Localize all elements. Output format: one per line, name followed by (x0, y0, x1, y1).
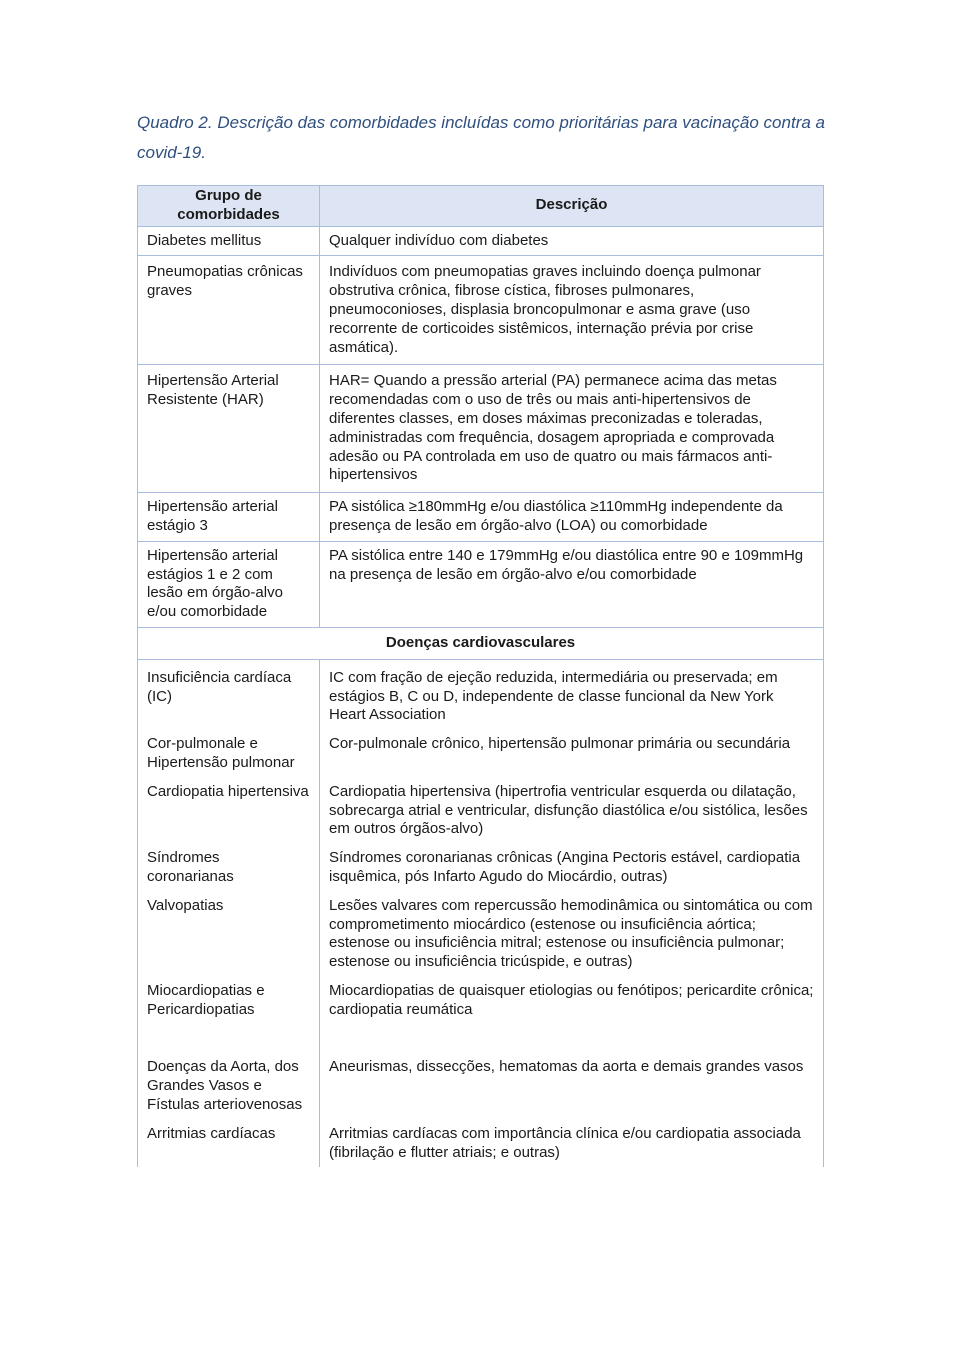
description-cell: Lesões valvares com repercussão hemodinâmica ou sintomática ou com comprometimento miocárdico (estenose ou insuficiência aórtica; estenose ou insuficiência mitral; estenose ou insuficiência pulmonar; estenose ou insuficiência tricúspide, e outras) (320, 892, 824, 977)
group-cell: Doenças da Aorta, dos Grandes Vasos e Fístulas arteriovenosas (138, 1053, 320, 1119)
description-cell: Aneurismas, dissecções, hematomas da aorta e demais grandes vasos (320, 1053, 824, 1119)
table-row (138, 365, 824, 493)
group-cell: Hipertensão Arterial Resistente (HAR) (138, 365, 320, 493)
description-cell: Cor-pulmonale crônico, hipertensão pulmonar primária ou secundária (320, 730, 824, 778)
group-cell: Diabetes mellitus (138, 226, 320, 256)
table-row (138, 778, 824, 844)
description-cell: Síndromes coronarianas crônicas (Angina Pectoris estável, cardiopatia isquêmica, pós Infarto Agudo do Miocárdio, outras) (320, 844, 824, 892)
group-cell: Hipertensão arterial estágios 1 e 2 com lesão em órgão-alvo e/ou comorbidade (138, 541, 320, 627)
table-row (138, 226, 824, 256)
table-row (138, 892, 824, 977)
table-row (138, 1120, 824, 1168)
group-cell: Insuficiência cardíaca (IC) (138, 659, 320, 730)
section-title: Doenças cardiovasculares (138, 627, 824, 659)
group-cell: Valvopatias (138, 892, 320, 977)
table-row (138, 1053, 824, 1119)
table-row (138, 730, 824, 778)
table-caption: Quadro 2. Descrição das comorbidades incluídas como prioritárias para vacinação contra a covid-19. (137, 113, 825, 162)
header-group: Grupo de comorbidades (138, 186, 320, 227)
description-cell: Qualquer indivíduo com diabetes (320, 226, 824, 256)
table-row (138, 659, 824, 730)
description-cell: HAR= Quando a pressão arterial (PA) permanece acima das metas recomendadas com o uso de três ou mais anti-hipertensivos de diferentes classes, em doses máximas preconizadas e toleradas, administradas com frequência, dosagem apropriada e comprovada adesão ou PA controlada em uso de quatro ou mais fármacos anti-hipertensivos (320, 365, 824, 493)
description-cell: Arritmias cardíacas com importância clínica e/ou cardiopatia associada (fibrilação e flutter atriais; e outras) (320, 1120, 824, 1168)
group-cell: Pneumopatias crônicas graves (138, 256, 320, 365)
description-cell: Indivíduos com pneumopatias graves incluindo doença pulmonar obstrutiva crônica, fibrose cística, fibroses pulmonares, pneumoconioses, displasia broncopulmonar e asma grave (uso recorrente de corticoides sistêmicos, internação prévia por crise asmática). (320, 256, 824, 365)
comorbidities-table (137, 185, 824, 1167)
table-row (138, 256, 824, 365)
table-row (138, 541, 824, 627)
description-cell: PA sistólica ≥180mmHg e/ou diastólica ≥110mmHg independente da presença de lesão em órgão-alvo (LOA) ou comorbidade (320, 493, 824, 542)
description-cell: IC com fração de ejeção reduzida, intermediária ou preservada; em estágios B, C ou D, independente de classe funcional da New York Heart Association (320, 659, 824, 730)
description-cell: Cardiopatia hipertensiva (hipertrofia ventricular esquerda ou dilatação, sobrecarga atrial e ventricular, disfunção diastólica e/ou sistólica, lesões em outros órgãos-alvo) (320, 778, 824, 844)
description-cell: Miocardiopatias de quaisquer etiologias ou fenótipos; pericardite crônica; cardiopatia reumática (320, 977, 824, 1054)
table-header-row (138, 186, 824, 227)
group-cell: Hipertensão arterial estágio 3 (138, 493, 320, 542)
group-cell: Miocardiopatias e Pericardiopatias (138, 977, 320, 1054)
group-cell: Síndromes coronarianas (138, 844, 320, 892)
table-row (138, 844, 824, 892)
section-row (138, 627, 824, 659)
group-cell: Cardiopatia hipertensiva (138, 778, 320, 844)
table-row (138, 977, 824, 1054)
table-row (138, 493, 824, 542)
group-cell: Cor-pulmonale e Hipertensão pulmonar (138, 730, 320, 778)
group-cell: Arritmias cardíacas (138, 1120, 320, 1168)
description-cell: PA sistólica entre 140 e 179mmHg e/ou diastólica entre 90 e 109mmHg na presença de lesão em órgão-alvo e/ou comorbidade (320, 541, 824, 627)
header-description: Descrição (320, 186, 824, 227)
